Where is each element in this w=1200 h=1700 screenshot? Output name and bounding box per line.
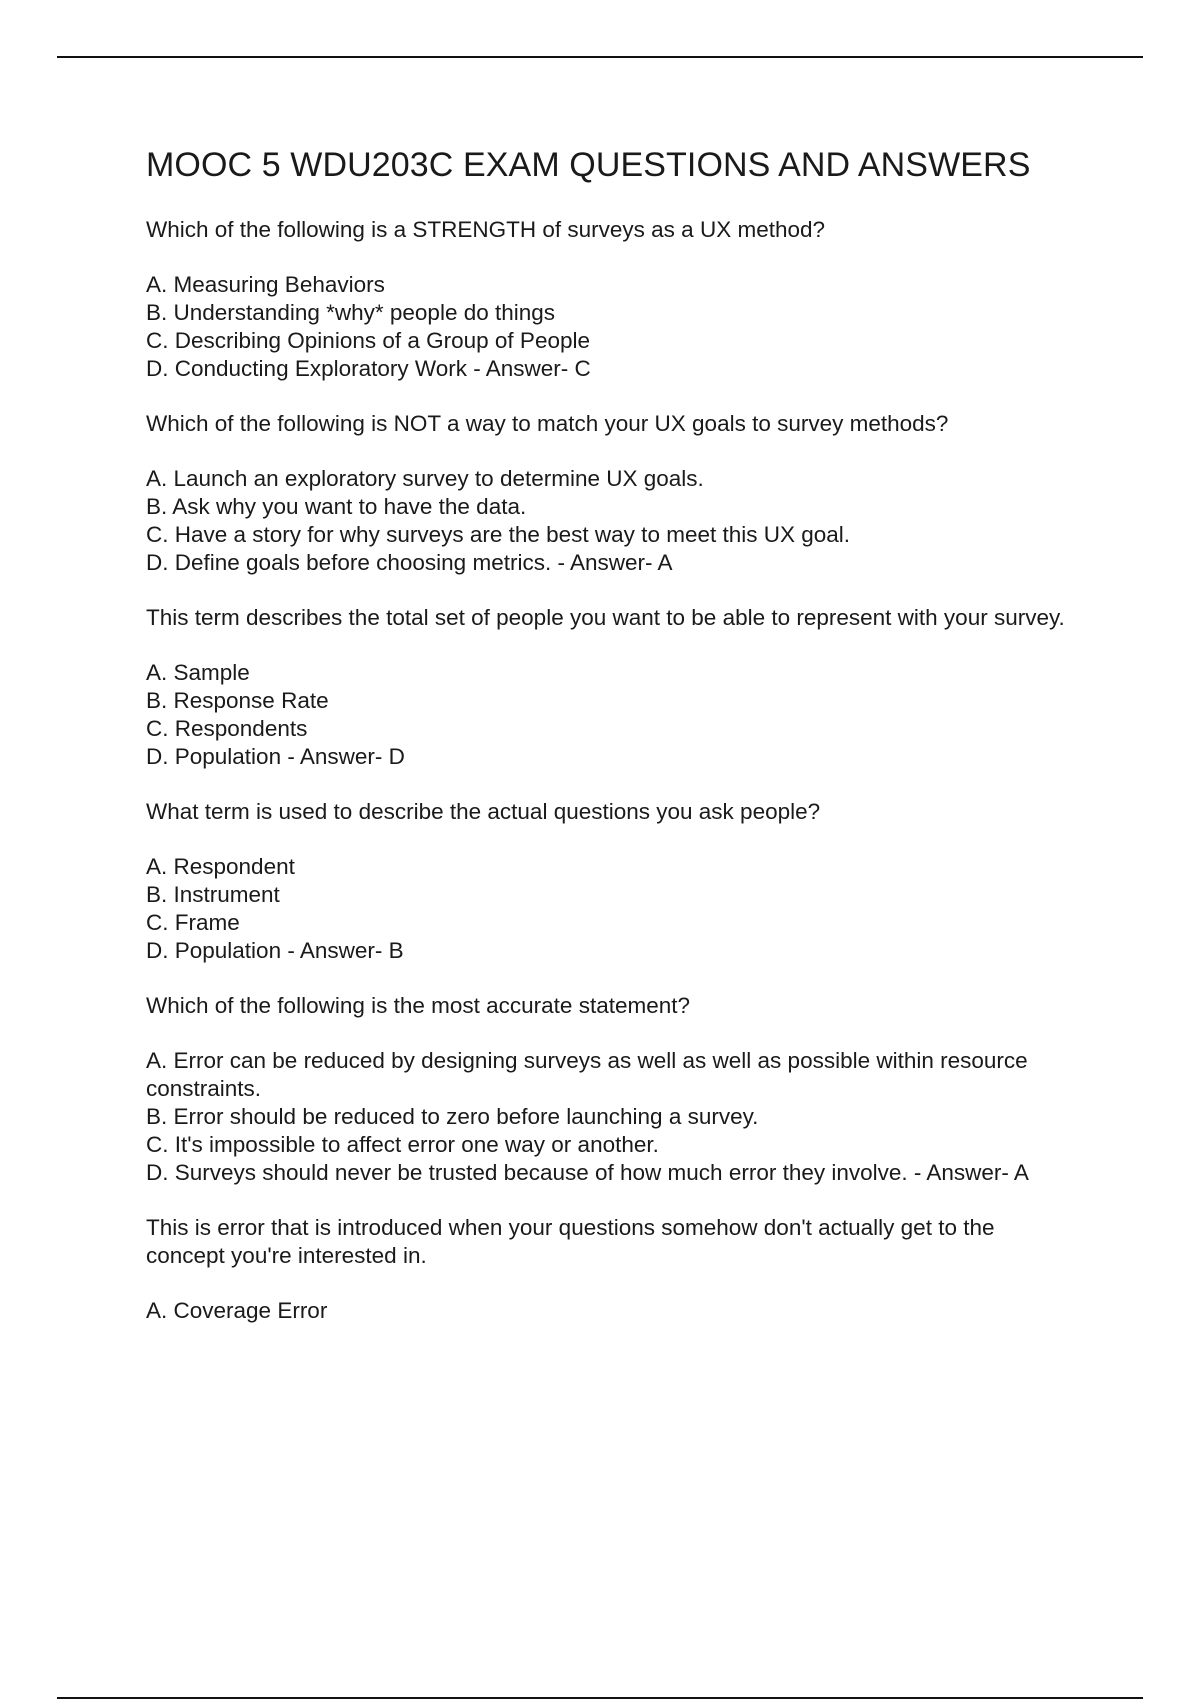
answer-option: C. Frame	[146, 910, 240, 935]
question-list	[146, 216, 1076, 1325]
answer-option: C. Have a story for why surveys are the best way to meet this UX goal.	[146, 522, 851, 547]
question-text: What term is used to describe the actual questions you ask people?	[146, 799, 821, 824]
question-block	[146, 410, 1076, 577]
answer-option: A. Measuring Behaviors	[146, 272, 385, 297]
question-text: Which of the following is a STRENGTH of surveys as a UX method?	[146, 217, 826, 242]
answer-option: D. Conducting Exploratory Work - Answer- C	[146, 356, 591, 381]
top-divider	[57, 56, 1143, 58]
question-block	[146, 992, 1076, 1187]
answer-options	[146, 659, 1076, 771]
answer-option: C. It's impossible to affect error one way or another.	[146, 1132, 659, 1157]
answer-option: D. Define goals before choosing metrics. - Answer- A	[146, 550, 673, 575]
answer-options	[146, 1047, 1076, 1187]
answer-option: C. Describing Opinions of a Group of People	[146, 328, 590, 353]
answer-option: B. Response Rate	[146, 688, 329, 713]
answer-options	[146, 1297, 1076, 1325]
question-text: Which of the following is the most accurate statement?	[146, 993, 691, 1018]
answer-option: D. Population - Answer- D	[146, 744, 405, 769]
answer-option: A. Error can be reduced by designing surveys as well as well as possible within resource constraints.	[146, 1048, 1028, 1101]
answer-option: D. Surveys should never be trusted because of how much error they involve. - Answer- A	[146, 1160, 1029, 1185]
question-block	[146, 798, 1076, 965]
answer-option: B. Instrument	[146, 882, 280, 907]
question-text: Which of the following is NOT a way to match your UX goals to survey methods?	[146, 411, 949, 436]
answer-option: A. Respondent	[146, 854, 295, 879]
answer-option: C. Respondents	[146, 716, 308, 741]
question-text: This term describes the total set of people you want to be able to represent with your survey.	[146, 605, 1065, 630]
answer-option: B. Error should be reduced to zero before launching a survey.	[146, 1104, 759, 1129]
answer-option: A. Launch an exploratory survey to determine UX goals.	[146, 466, 704, 491]
question-block	[146, 604, 1076, 771]
answer-option: A. Sample	[146, 660, 250, 685]
bottom-divider	[57, 1697, 1143, 1699]
question-block	[146, 1214, 1076, 1325]
answer-options	[146, 271, 1076, 383]
answer-options	[146, 465, 1076, 577]
question-block	[146, 216, 1076, 383]
document-body	[146, 145, 1076, 1352]
answer-option: B. Understanding *why* people do things	[146, 300, 556, 325]
answer-option: A. Coverage Error	[146, 1298, 328, 1323]
answer-option: B. Ask why you want to have the data.	[146, 494, 527, 519]
answer-option: D. Population - Answer- B	[146, 938, 404, 963]
question-text: This is error that is introduced when your questions somehow don't actually get to the concept you're interested in.	[146, 1215, 995, 1268]
document-title: MOOC 5 WDU203C EXAM QUESTIONS AND ANSWERS	[146, 146, 1031, 184]
answer-options	[146, 853, 1076, 965]
